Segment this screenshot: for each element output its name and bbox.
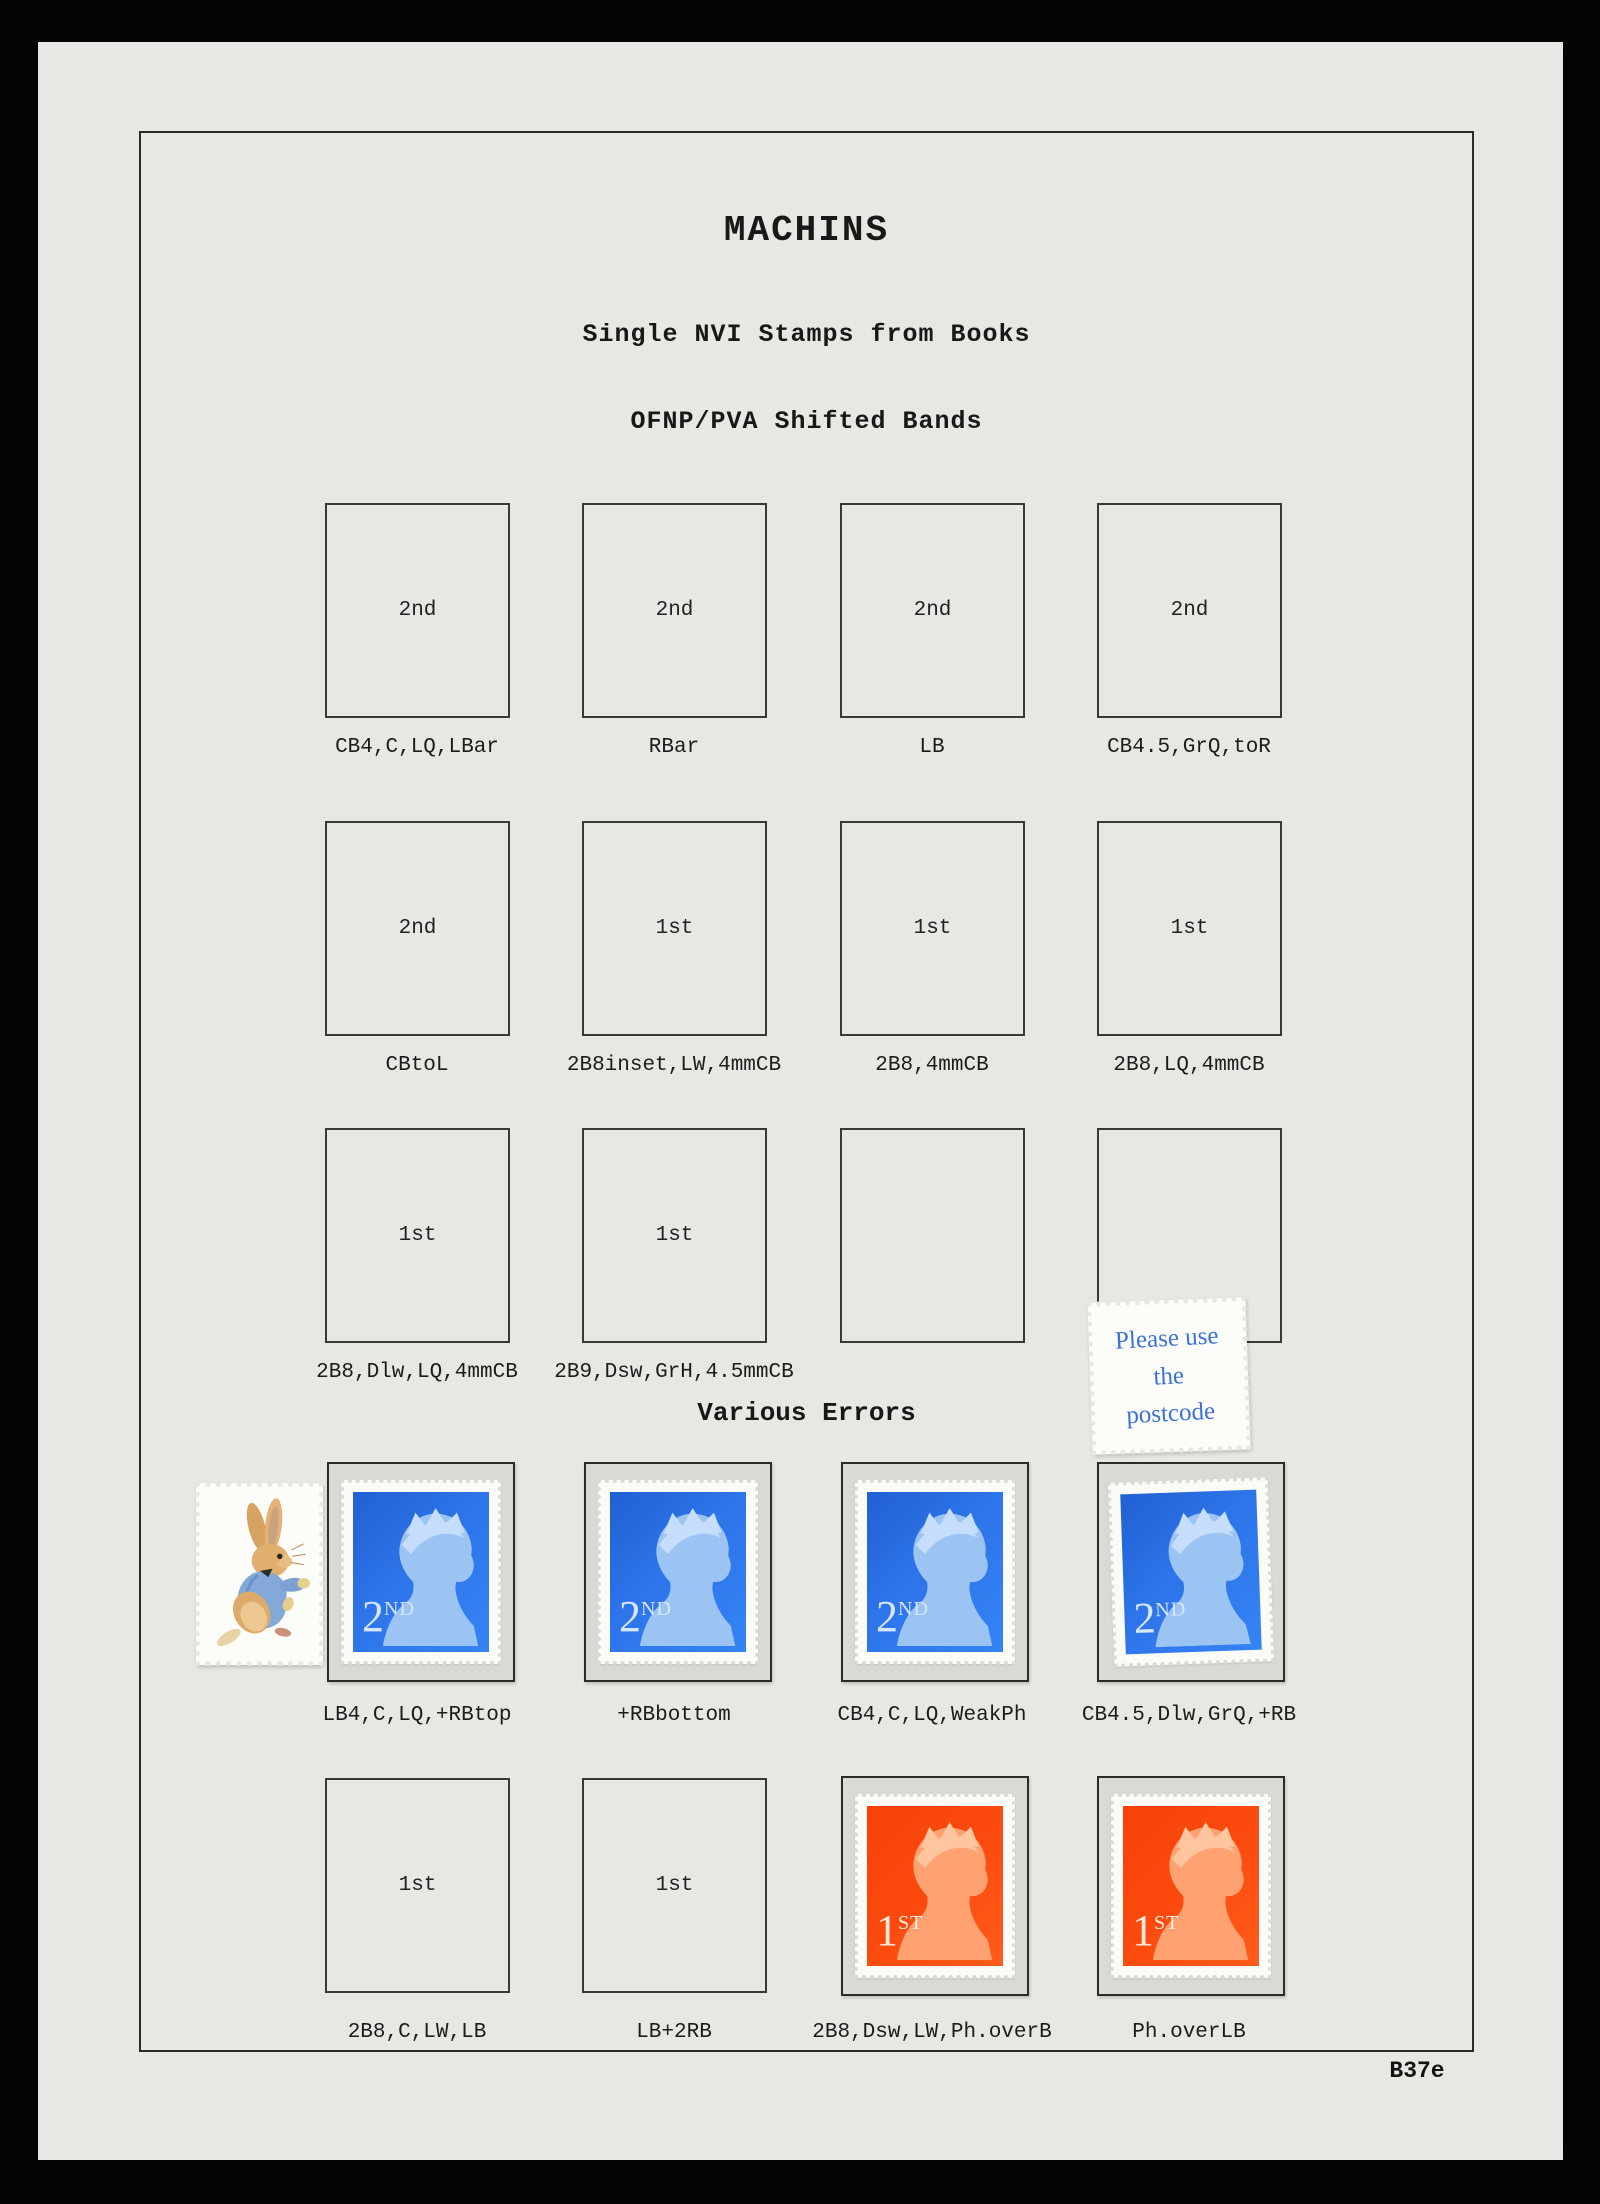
stamp-caption: 2B8,Dsw,LW,Ph.overB bbox=[812, 2021, 1052, 2044]
stamp-space-value: 1st bbox=[1170, 917, 1209, 940]
stamp-value: 1ST bbox=[1132, 1906, 1180, 1955]
stamp-space-value: 2nd bbox=[655, 599, 694, 622]
postcode-line: Please use bbox=[1114, 1322, 1220, 1355]
stamp-mount bbox=[1097, 1776, 1285, 1996]
stamp-value: 2ND bbox=[619, 1592, 672, 1641]
stamp-mount bbox=[841, 1462, 1029, 1682]
section-heading-shifted-bands: OFNP/PVA Shifted Bands bbox=[630, 407, 983, 436]
stamp-mount bbox=[841, 1776, 1029, 1996]
stamp-value: 2ND bbox=[876, 1592, 929, 1641]
stamp-space bbox=[582, 1778, 767, 1993]
stamp-space-value: 2nd bbox=[913, 599, 952, 622]
machin-1st-stamp bbox=[855, 1794, 1015, 1978]
peter-rabbit-label bbox=[196, 1483, 323, 1665]
stamp-space-value: 1st bbox=[398, 1874, 437, 1897]
stamp-space bbox=[325, 821, 510, 1036]
peter-rabbit-icon bbox=[208, 1496, 312, 1652]
stamp-space-value: 1st bbox=[398, 1224, 437, 1247]
stamp-space-value: 1st bbox=[913, 917, 952, 940]
stamp-space bbox=[325, 1128, 510, 1343]
stamp-caption: LB4,C,LQ,+RBtop bbox=[322, 1704, 512, 1727]
postcode-line: postcode bbox=[1125, 1397, 1217, 1430]
stamp-space bbox=[325, 503, 510, 718]
stamp-caption: 2B8,Dlw,LQ,4mmCB bbox=[316, 1361, 518, 1384]
stamp-caption: CB4.5,GrQ,toR bbox=[1107, 736, 1271, 759]
stamp-space bbox=[582, 1128, 767, 1343]
machin-1st-stamp bbox=[1111, 1794, 1271, 1978]
stamp-mount bbox=[1097, 1462, 1285, 1682]
stamp-space bbox=[840, 821, 1025, 1036]
stamp-mount bbox=[584, 1462, 772, 1682]
stamp-space bbox=[325, 1778, 510, 1993]
stamp-value: 2ND bbox=[362, 1592, 415, 1641]
stamp-space bbox=[582, 821, 767, 1036]
machin-2nd-stamp bbox=[598, 1480, 758, 1664]
stamp-caption: CBtoL bbox=[385, 1054, 449, 1077]
stamp-space bbox=[840, 503, 1025, 718]
stamp-caption: CB4,C,LQ,WeakPh bbox=[837, 1704, 1027, 1727]
stamp-space bbox=[1097, 503, 1282, 718]
stamp-caption: LB+2RB bbox=[636, 2021, 712, 2044]
machin-2nd-stamp bbox=[1108, 1477, 1274, 1666]
machin-2nd-stamp bbox=[341, 1480, 501, 1664]
postcode-booklet-label bbox=[1087, 1297, 1250, 1454]
page-title: MACHINS bbox=[723, 210, 890, 251]
stamp-caption: +RBbottom bbox=[617, 1704, 731, 1727]
stamp-caption: 2B8inset,LW,4mmCB bbox=[566, 1054, 782, 1077]
stamp-space-value: 2nd bbox=[1170, 599, 1209, 622]
stamp-space-value: 2nd bbox=[398, 599, 437, 622]
stamp-caption: RBar bbox=[648, 736, 700, 759]
postcode-label-text bbox=[1114, 1317, 1223, 1435]
stamp-space-value: 1st bbox=[655, 1874, 694, 1897]
stamp-value: 2ND bbox=[1132, 1593, 1187, 1644]
stamp-caption: 2B8,LQ,4mmCB bbox=[1113, 1054, 1265, 1077]
stamp-caption: 2B8,4mmCB bbox=[875, 1054, 989, 1077]
stamp-space-value: 1st bbox=[655, 1224, 694, 1247]
stamp-caption: LB bbox=[919, 736, 945, 759]
page-subtitle: Single NVI Stamps from Books bbox=[582, 320, 1031, 349]
section-heading-various-errors: Various Errors bbox=[697, 1398, 916, 1428]
machin-2nd-stamp bbox=[855, 1480, 1015, 1664]
stamp-caption: CB4,C,LQ,LBar bbox=[335, 736, 499, 759]
stamp-value: 1ST bbox=[876, 1906, 924, 1955]
page-code: B37e bbox=[1389, 2058, 1445, 2084]
stamp-caption: 2B8,C,LW,LB bbox=[347, 2021, 487, 2044]
stamp-space-value: 1st bbox=[655, 917, 694, 940]
stamp-caption: Ph.overLB bbox=[1132, 2021, 1246, 2044]
stamp-space-value: 2nd bbox=[398, 917, 437, 940]
stamp-space bbox=[582, 503, 767, 718]
stamp-mount bbox=[327, 1462, 515, 1682]
stamp-space bbox=[1097, 821, 1282, 1036]
stamp-space bbox=[840, 1128, 1025, 1343]
album-page bbox=[38, 42, 1563, 2160]
stamp-caption: CB4.5,Dlw,GrQ,+RB bbox=[1081, 1704, 1297, 1727]
stamp-caption: 2B9,Dsw,GrH,4.5mmCB bbox=[554, 1361, 794, 1384]
postcode-line: the bbox=[1153, 1361, 1185, 1391]
